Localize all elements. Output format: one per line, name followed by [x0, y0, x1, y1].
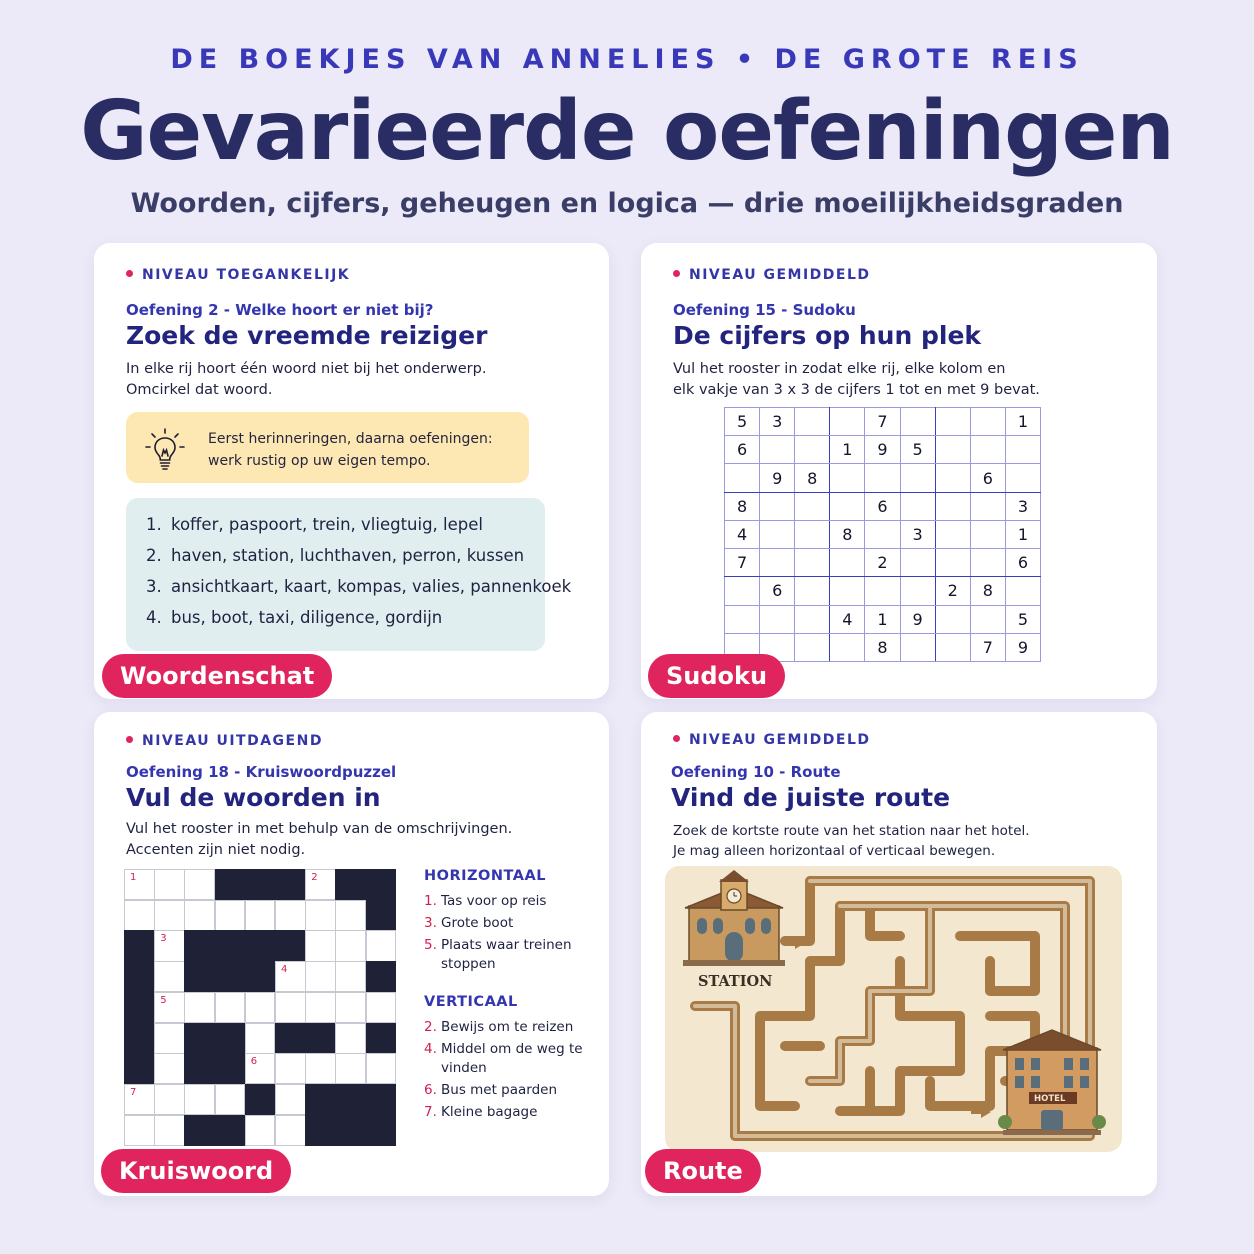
sudoku-cell[interactable]: [900, 549, 935, 577]
list-item: [146, 546, 545, 577]
tip-line: Eerst herinneringen, daarna oefeningen:: [208, 431, 493, 447]
item-number: 3.: [146, 577, 162, 596]
clue-heading-horizontal: HORIZONTAAL: [424, 868, 546, 884]
crossword-block: [275, 1023, 306, 1054]
sudoku-cell[interactable]: [900, 408, 935, 436]
description-line: elk vakje van 3 x 3 de cijfers 1 tot en met 9 bevat.: [673, 382, 1040, 398]
item-text: haven, station, luchthaven, perron, kussen: [171, 546, 525, 565]
crossword-cell[interactable]: [154, 869, 185, 900]
crossword-cell[interactable]: [275, 1053, 306, 1084]
exercise-title: Vul de woorden in: [126, 783, 381, 812]
category-tag: Woordenschat: [102, 654, 332, 698]
crossword-block: [275, 930, 306, 961]
sudoku-cell[interactable]: [795, 520, 830, 548]
sudoku-row: [725, 492, 1041, 520]
crossword-cell[interactable]: [335, 1023, 366, 1054]
sudoku-cell[interactable]: 8: [795, 464, 830, 492]
sudoku-cell[interactable]: 3: [1005, 492, 1040, 520]
crossword-cell[interactable]: [245, 1115, 276, 1146]
sudoku-cell[interactable]: 6: [970, 464, 1005, 492]
crossword-cell[interactable]: [275, 961, 306, 992]
clue-item: [424, 936, 594, 974]
sudoku-cell[interactable]: [795, 577, 830, 605]
crossword-cell[interactable]: [335, 1053, 366, 1084]
crossword-block: [124, 1053, 155, 1084]
exercise-description: [126, 819, 566, 861]
sudoku-cell[interactable]: [760, 605, 795, 633]
crossword-grid: [124, 869, 395, 1145]
crossword-block: [184, 1053, 215, 1084]
crossword-cell[interactable]: [215, 992, 246, 1023]
sudoku-cell[interactable]: 1: [1005, 408, 1040, 436]
sudoku-cell[interactable]: 7: [970, 633, 1005, 661]
category-tag: Sudoku: [648, 654, 785, 698]
sudoku-cell[interactable]: [795, 605, 830, 633]
sudoku-row: [725, 436, 1041, 464]
crossword-cell[interactable]: [124, 1084, 155, 1115]
exercise-title: Vind de juiste route: [671, 783, 951, 812]
crossword-cell[interactable]: [335, 992, 366, 1023]
crossword-cell[interactable]: [154, 1084, 185, 1115]
sudoku-cell[interactable]: [725, 464, 760, 492]
crossword-number: 3: [160, 933, 167, 945]
sudoku-cell[interactable]: [725, 577, 760, 605]
crossword-block: [366, 1115, 397, 1146]
list-item: [146, 577, 572, 608]
crossword-block: [124, 992, 155, 1023]
crossword-cell[interactable]: [366, 930, 397, 961]
sudoku-grid: [724, 407, 1041, 662]
clue-text: Bewijs om te reizen: [441, 1019, 574, 1035]
description-line: In elke rij hoort één woord niet bij het onderwerp.: [126, 361, 487, 377]
crossword-cell[interactable]: [275, 1084, 306, 1115]
clue-text: Tas voor op reis: [441, 893, 547, 909]
hotel-label: HOTEL: [1034, 1094, 1066, 1104]
crossword-block: [184, 961, 215, 992]
crossword-cell[interactable]: [305, 900, 336, 931]
sudoku-cell[interactable]: [760, 436, 795, 464]
crossword-number: 2: [311, 872, 318, 883]
sudoku-cell[interactable]: 2: [935, 577, 970, 605]
crossword-cell[interactable]: [305, 930, 336, 961]
crossword-cell[interactable]: [215, 900, 246, 931]
crossword-cell[interactable]: [184, 992, 215, 1023]
crossword-cell[interactable]: [124, 869, 155, 900]
crossword-cell[interactable]: [366, 992, 397, 1023]
crossword-cell[interactable]: [305, 961, 336, 992]
card-route: [641, 712, 1157, 1196]
item-number: 1.: [146, 515, 162, 534]
clue-text: Grote boot: [441, 915, 514, 931]
item-text: koffer, paspoort, trein, vliegtuig, lepel: [171, 515, 483, 534]
tip-box: [126, 412, 529, 483]
crossword-block: [366, 869, 397, 900]
sudoku-cell[interactable]: [970, 436, 1005, 464]
item-text: ansichtkaart, kaart, kompas, valies, pannenkoek: [171, 577, 572, 596]
crossword-block: [335, 869, 366, 900]
description-line: Accenten zijn niet nodig.: [126, 842, 306, 858]
item-number: 2.: [146, 546, 162, 565]
sudoku-cell[interactable]: 6: [725, 436, 760, 464]
clue-text: Plaats waar treinen stoppen: [441, 937, 572, 972]
tip-line: werk rustig op uw eigen tempo.: [208, 453, 431, 469]
crossword-cell[interactable]: [335, 961, 366, 992]
crossword-cell[interactable]: [245, 992, 276, 1023]
crossword-block: [215, 1053, 246, 1084]
sudoku-cell[interactable]: 6: [760, 577, 795, 605]
sudoku-cell[interactable]: [900, 492, 935, 520]
level-label: [126, 267, 350, 283]
crossword-block: [305, 1115, 336, 1146]
clue-item: [424, 914, 594, 933]
sudoku-cell[interactable]: 9: [900, 605, 935, 633]
sudoku-cell[interactable]: [760, 549, 795, 577]
clue-item: [424, 1040, 594, 1078]
crossword-cell[interactable]: [154, 1023, 185, 1054]
sudoku-cell[interactable]: [935, 549, 970, 577]
level-label: [126, 733, 323, 749]
sudoku-cell[interactable]: [795, 436, 830, 464]
crossword-block: [215, 930, 246, 961]
crossword-cell[interactable]: [245, 900, 276, 931]
crossword-cell[interactable]: [124, 1115, 155, 1146]
description-line: Vul het rooster in zodat elke rij, elke kolom en: [673, 361, 1006, 377]
word-list: [126, 498, 572, 651]
sudoku-cell[interactable]: 5: [900, 436, 935, 464]
crossword-cell[interactable]: [275, 992, 306, 1023]
crossword-cell[interactable]: [154, 1053, 185, 1084]
description-line: Vul het rooster in met behulp van de omschrijvingen.: [126, 821, 513, 837]
crossword-block: [184, 1115, 215, 1146]
sudoku-cell[interactable]: [970, 605, 1005, 633]
sudoku-cell[interactable]: 6: [1005, 549, 1040, 577]
sudoku-cell[interactable]: [1005, 436, 1040, 464]
exercise-title: Zoek de vreemde reiziger: [126, 321, 488, 350]
sudoku-cell[interactable]: [865, 464, 900, 492]
crossword-cell[interactable]: [154, 992, 185, 1023]
crossword-cell[interactable]: [154, 1115, 185, 1146]
sudoku-cell[interactable]: 9: [1005, 633, 1040, 661]
sudoku-cell[interactable]: 7: [725, 549, 760, 577]
crossword-block: [245, 869, 276, 900]
sudoku-cell[interactable]: 1: [865, 605, 900, 633]
clue-number: 1.: [424, 893, 437, 909]
sudoku-cell[interactable]: 8: [970, 577, 1005, 605]
clue-number: 5.: [424, 937, 437, 953]
sudoku-cell[interactable]: 4: [830, 605, 865, 633]
crossword-block: [184, 930, 215, 961]
crossword-block: [245, 1084, 276, 1115]
crossword-block: [124, 961, 155, 992]
description-line: Omcirkel dat woord.: [126, 382, 273, 398]
series-kicker: DE BOEKJES VAN ANNELIES • DE GROTE REIS: [170, 44, 1084, 75]
clue-item: [424, 1103, 594, 1122]
crossword-block: [366, 1023, 397, 1054]
sudoku-row: [725, 464, 1041, 492]
crossword-block: [215, 869, 246, 900]
exercise-description: [673, 821, 1113, 861]
crossword-cell[interactable]: [154, 900, 185, 931]
sudoku-cell[interactable]: [935, 464, 970, 492]
sudoku-cell[interactable]: [970, 492, 1005, 520]
crossword-number: 4: [281, 964, 288, 976]
crossword-cell[interactable]: [154, 961, 185, 992]
crossword-block: [245, 930, 276, 961]
sudoku-cell[interactable]: 1: [830, 436, 865, 464]
crossword-block: [366, 1084, 397, 1115]
crossword-cell[interactable]: [124, 900, 155, 931]
crossword-cell[interactable]: [154, 930, 185, 961]
clue-number: 7.: [424, 1104, 437, 1120]
crossword-block: [124, 1023, 155, 1054]
sudoku-cell[interactable]: [795, 549, 830, 577]
sudoku-cell[interactable]: [935, 520, 970, 548]
sudoku-cell[interactable]: [900, 464, 935, 492]
sudoku-cell[interactable]: [795, 492, 830, 520]
sudoku-cell[interactable]: [865, 520, 900, 548]
crossword-cell[interactable]: [275, 900, 306, 931]
crossword-cell[interactable]: [184, 1084, 215, 1115]
sudoku-row: [725, 605, 1041, 633]
sudoku-cell[interactable]: [900, 633, 935, 661]
crossword-cell[interactable]: [305, 869, 336, 900]
sudoku-cell[interactable]: [760, 492, 795, 520]
item-number: 4.: [146, 608, 162, 627]
sudoku-cell[interactable]: 8: [830, 520, 865, 548]
exercise-title: De cijfers op hun plek: [673, 321, 982, 350]
level-label: [673, 267, 871, 283]
crossword-cell[interactable]: [305, 992, 336, 1023]
crossword-cell[interactable]: [184, 869, 215, 900]
sudoku-cell[interactable]: 7: [865, 408, 900, 436]
sudoku-cell[interactable]: 4: [725, 520, 760, 548]
crossword-cell[interactable]: [275, 1115, 306, 1146]
sudoku-cell[interactable]: [795, 408, 830, 436]
sudoku-cell[interactable]: [970, 520, 1005, 548]
sudoku-cell[interactable]: [830, 633, 865, 661]
crossword-cell[interactable]: [184, 900, 215, 931]
maze-illustration: [665, 866, 1122, 1152]
clue-heading-vertical: VERTICAAL: [424, 994, 518, 1010]
clue-list: [424, 868, 594, 1125]
sudoku-cell[interactable]: 8: [865, 633, 900, 661]
sudoku-cell[interactable]: [795, 633, 830, 661]
level-label: [673, 732, 871, 748]
level-dot-icon: [126, 736, 133, 743]
page-title: Gevarieerde oefeningen: [80, 84, 1174, 179]
level-text: NIVEAU UITDAGEND: [142, 733, 323, 749]
exercise-label: Oefening 10 - Route: [671, 763, 841, 781]
sudoku-row: [725, 408, 1041, 436]
crossword-block: [245, 961, 276, 992]
sudoku-cell[interactable]: [1005, 464, 1040, 492]
level-dot-icon: [673, 735, 680, 742]
sudoku-cell[interactable]: [970, 549, 1005, 577]
crossword-block: [184, 1023, 215, 1054]
card-sudoku: [641, 243, 1157, 699]
crossword-block: [305, 1023, 336, 1054]
sudoku-cell[interactable]: 3: [760, 408, 795, 436]
clue-number: 6.: [424, 1082, 437, 1098]
clue-number: 3.: [424, 915, 437, 931]
sudoku-cell[interactable]: [935, 436, 970, 464]
station-label: STATION: [698, 973, 773, 990]
crossword-number: 7: [130, 1086, 137, 1098]
sudoku-cell[interactable]: [970, 408, 1005, 436]
list-item: [146, 515, 545, 546]
crossword-number: 5: [160, 994, 167, 1006]
sudoku-cell[interactable]: [935, 492, 970, 520]
sudoku-cell[interactable]: [935, 408, 970, 436]
sudoku-cell[interactable]: 9: [760, 464, 795, 492]
crossword-cell[interactable]: [335, 930, 366, 961]
page-subtitle: Woorden, cijfers, geheugen en logica — drie moeilijkheidsgraden: [130, 188, 1124, 219]
crossword-cell[interactable]: [335, 900, 366, 931]
sudoku-cell[interactable]: [830, 408, 865, 436]
sudoku-cell[interactable]: [935, 605, 970, 633]
sudoku-cell[interactable]: [900, 577, 935, 605]
crossword-block: [215, 1023, 246, 1054]
lightbulb-icon: [144, 426, 186, 470]
sudoku-cell[interactable]: [935, 633, 970, 661]
crossword-block: [366, 900, 397, 931]
clue-text: Middel om de weg te vinden: [441, 1041, 583, 1076]
clue-text: Bus met paarden: [441, 1082, 558, 1098]
crossword-block: [215, 1115, 246, 1146]
clue-item: [424, 892, 594, 911]
crossword-number: 6: [250, 1056, 258, 1068]
crossword-cell[interactable]: [305, 1053, 336, 1084]
clue-item: [424, 1081, 594, 1100]
sudoku-cell[interactable]: [725, 605, 760, 633]
exercise-label: Oefening 15 - Sudoku: [673, 301, 856, 319]
sudoku-cell[interactable]: [830, 577, 865, 605]
crossword-block: [305, 1084, 336, 1115]
crossword-block: [124, 930, 155, 961]
crossword-number: 1: [130, 872, 137, 883]
clue-number: 2.: [424, 1019, 437, 1035]
exercise-description: [126, 359, 566, 401]
sudoku-cell[interactable]: 1: [1005, 520, 1040, 548]
clue-text: Kleine bagage: [441, 1104, 538, 1120]
sudoku-cell[interactable]: 8: [725, 492, 760, 520]
crossword-block: [335, 1115, 366, 1146]
clue-number: 4.: [424, 1041, 437, 1057]
level-text: NIVEAU GEMIDDELD: [689, 267, 871, 283]
category-tag: Kruiswoord: [101, 1149, 291, 1193]
sudoku-cell[interactable]: 9: [865, 436, 900, 464]
card-kruiswoord: [94, 712, 609, 1196]
category-tag: Route: [645, 1149, 761, 1193]
level-text: NIVEAU TOEGANKELIJK: [142, 267, 351, 283]
sudoku-cell[interactable]: 3: [900, 520, 935, 548]
exercise-label: Oefening 2 - Welke hoort er niet bij?: [126, 301, 434, 319]
item-text: bus, boot, taxi, diligence, gordijn: [171, 608, 443, 627]
crossword-cell[interactable]: [366, 1053, 397, 1084]
level-dot-icon: [126, 270, 133, 277]
exercise-label: Oefening 18 - Kruiswoordpuzzel: [126, 763, 397, 781]
sudoku-cell[interactable]: [865, 577, 900, 605]
sudoku-row: [725, 549, 1041, 577]
description-line: Zoek de kortste route van het station naar het hotel.: [673, 823, 1030, 839]
card-woordenschat: [94, 243, 609, 699]
sudoku-row: [725, 577, 1041, 605]
crossword-cell[interactable]: [245, 1053, 276, 1084]
sudoku-cell[interactable]: [830, 492, 865, 520]
clue-item: [424, 1018, 594, 1037]
sudoku-cell[interactable]: 5: [725, 408, 760, 436]
level-dot-icon: [673, 270, 680, 277]
crossword-block: [215, 961, 246, 992]
crossword-cell[interactable]: [245, 1023, 276, 1054]
tip-text: [208, 428, 518, 472]
crossword-block: [275, 869, 306, 900]
sudoku-row: [725, 520, 1041, 548]
sudoku-cell[interactable]: 2: [865, 549, 900, 577]
sudoku-cell[interactable]: 6: [865, 492, 900, 520]
crossword-block: [335, 1084, 366, 1115]
sudoku-cell[interactable]: [830, 464, 865, 492]
exercise-description: [673, 359, 1113, 401]
crossword-block: [366, 961, 397, 992]
sudoku-cell[interactable]: [830, 549, 865, 577]
sudoku-cell[interactable]: [760, 520, 795, 548]
description-line: Je mag alleen horizontaal of verticaal bewegen.: [673, 843, 996, 859]
list-item: [146, 608, 545, 639]
sudoku-cell[interactable]: 5: [1005, 605, 1040, 633]
level-text: NIVEAU GEMIDDELD: [689, 732, 871, 748]
crossword-cell[interactable]: [215, 1084, 246, 1115]
sudoku-cell[interactable]: [1005, 577, 1040, 605]
